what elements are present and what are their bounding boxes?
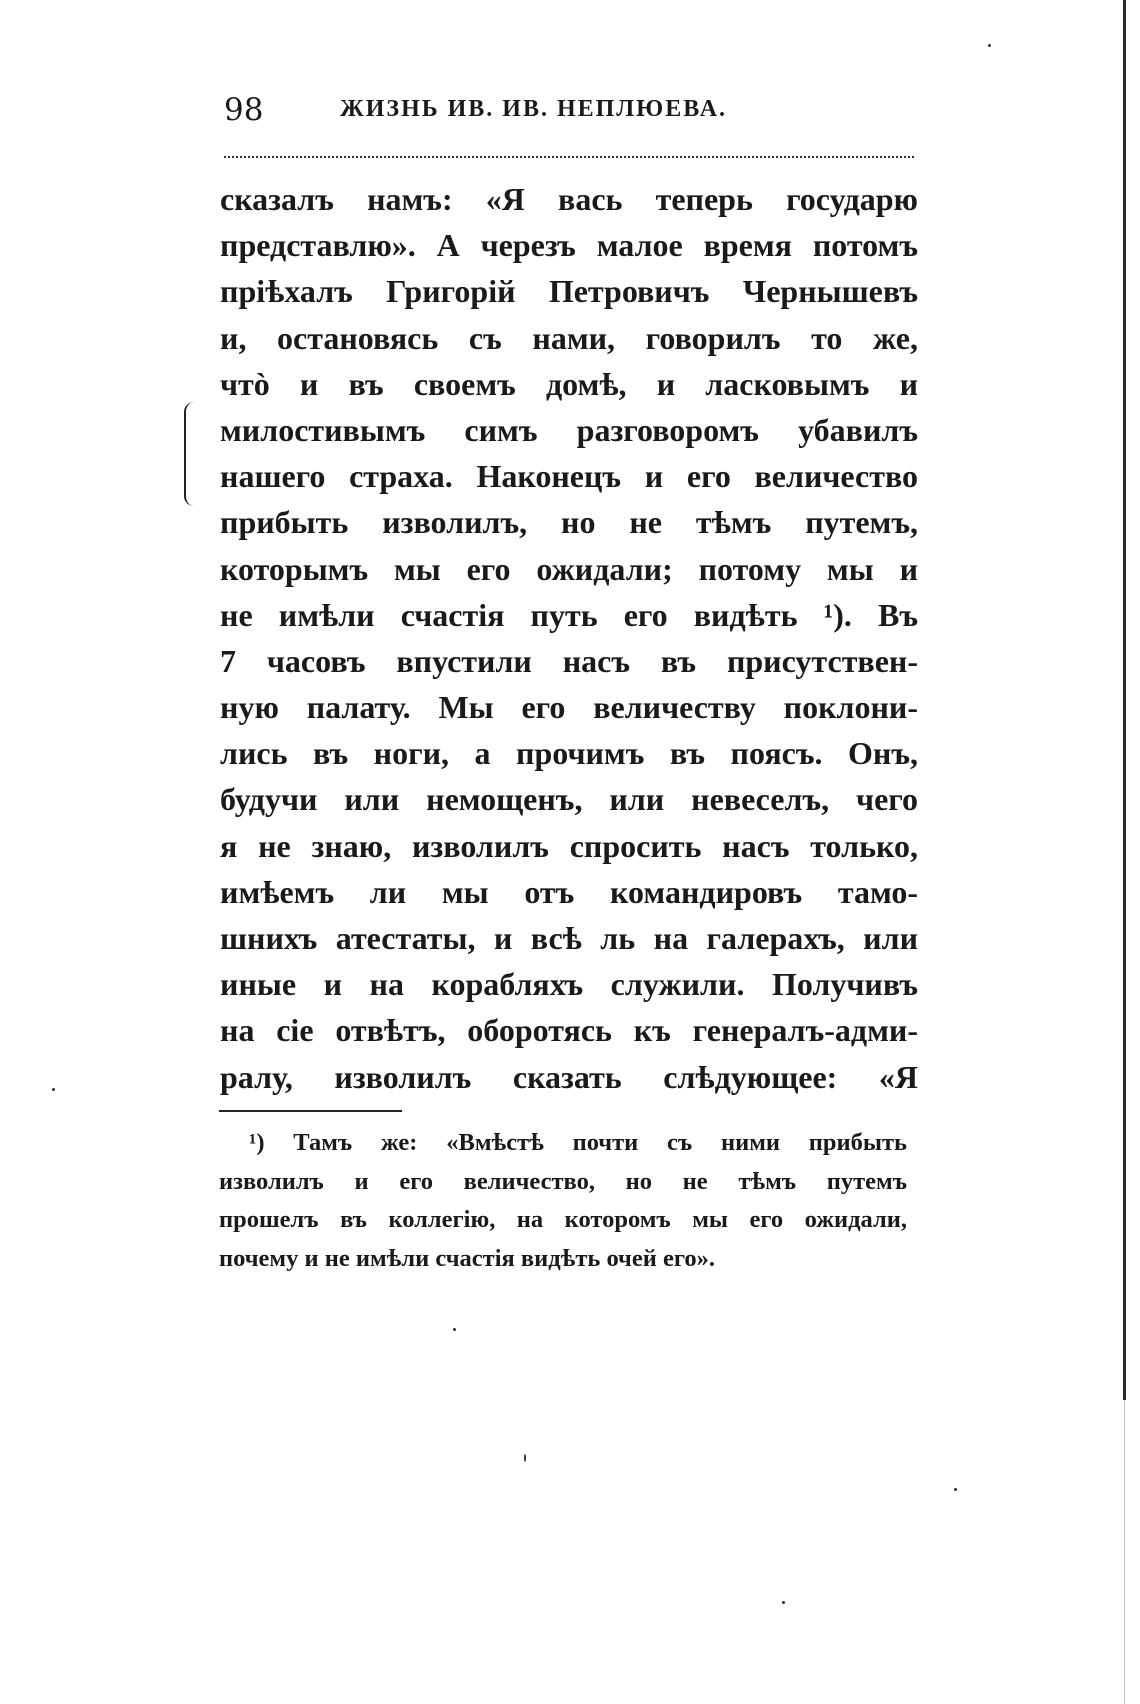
body-line: нашего страха. Наконецъ и его величество — [220, 458, 918, 495]
scan-speck — [52, 1088, 55, 1091]
scan-speck — [453, 1328, 456, 1331]
body-line: милостивымъ симъ разговоромъ убавилъ — [220, 411, 918, 448]
footnote-line: ¹) Тамъ же: «Вмѣстѣ почти съ ними прибыть — [249, 1129, 907, 1156]
scan-edge-line — [1123, 0, 1126, 1400]
footnote-line: изволилъ и его величество, но не тѣмъ путемъ — [219, 1167, 907, 1195]
body-line: чтò и въ своемъ домѣ, и ласковымъ и — [220, 365, 918, 402]
body-line: я не знаю, изволилъ спросить насъ только, — [220, 827, 918, 864]
body-line: 7 часовъ впустили насъ въ присутствен- — [220, 642, 918, 679]
page-number: 98 — [224, 92, 264, 128]
body-line: представлю». А черезъ малое время потомъ — [220, 227, 918, 264]
footnote-line: прошелъ въ коллегію, на которомъ мы его ожидали, — [219, 1206, 907, 1233]
body-line: которымъ мы его ожидали; потому мы и — [220, 550, 918, 587]
body-line: имѣемъ ли мы отъ командировъ тамо- — [220, 873, 918, 910]
body-line: на сіе отвѣтъ, оборотясь къ генералъ-адми- — [220, 1012, 918, 1049]
body-line: будучи или немощенъ, или невеселъ, чего — [220, 781, 918, 818]
body-text — [220, 176, 918, 1100]
body-line: не имѣли счастія путь его видѣть ¹). Въ — [220, 596, 918, 633]
footnote-rule — [219, 1110, 402, 1112]
body-line: и, остановясь съ нами, говорилъ то же, — [220, 319, 918, 356]
body-line: шнихъ атестаты, и всѣ ль на галерахъ, или — [220, 920, 918, 956]
scan-speck — [782, 1601, 785, 1604]
body-line: сказалъ намъ: «Я вась теперь государю — [220, 181, 918, 217]
scan-speck — [524, 1454, 526, 1462]
body-line: иные и на корабляхъ служили. Получивъ — [220, 966, 918, 1003]
body-line: прибыть изволилъ, но не тѣмъ путемъ, — [220, 504, 918, 541]
footnote — [219, 1124, 907, 1278]
running-title: ЖИЗНЬ ИВ. ИВ. НЕПЛЮЕВА. — [340, 96, 728, 122]
scan-edge-line-lower — [1124, 1400, 1125, 1704]
scan-speck — [988, 44, 991, 47]
body-line: лись въ ноги, а прочимъ въ поясъ. Онъ, — [220, 735, 918, 772]
body-line: пріѣхалъ Григорій Петровичъ Чернышевъ — [220, 273, 918, 310]
margin-bracket-mark — [184, 402, 196, 506]
body-line: ную палату. Мы его величеству поклони- — [220, 689, 918, 726]
footnote-line: почему и не имѣли счастія видѣть очей его». — [219, 1244, 716, 1272]
header-rule — [224, 156, 914, 158]
page-header — [224, 92, 914, 136]
scan-speck — [954, 1488, 957, 1491]
body-line: ралу, изволилъ сказать слѣдующее: «Я — [220, 1058, 918, 1095]
